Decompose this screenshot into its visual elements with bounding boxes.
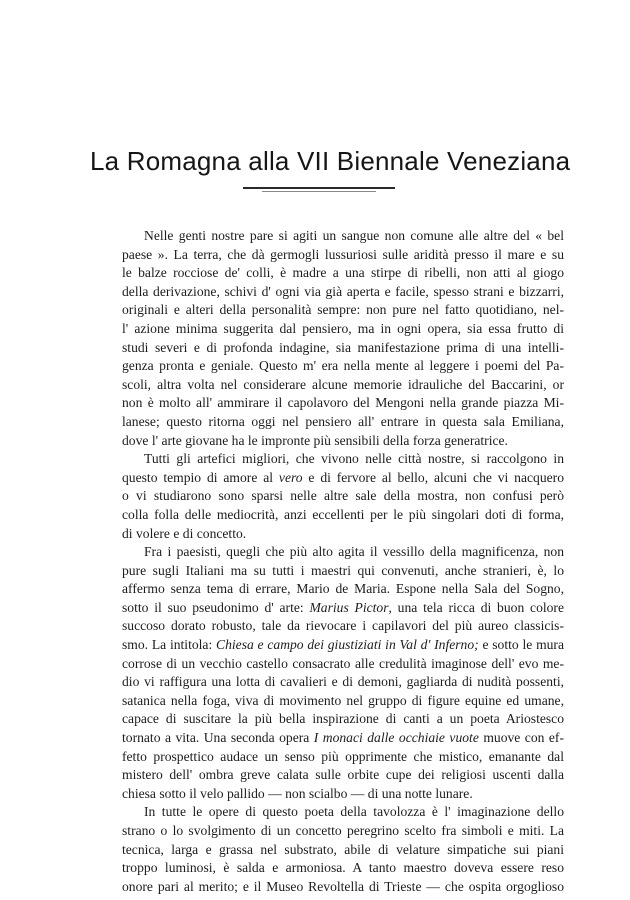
text-line: onore pari al merito; e il Museo Revoltella di Trieste — che ospita orgoglioso bbox=[122, 878, 564, 894]
article-body bbox=[122, 227, 564, 896]
text-line: Tutti gli artefici migliori, che vivono nelle città nostre, si raccolgono in bbox=[144, 451, 564, 467]
text-line: l' azione minima suggerita dal pensiero, ma in ogni opera, sia essa frutto di bbox=[122, 320, 564, 336]
text-line: della derivazione, schivi d' ogni via già aperta e facile, spesso strani e bizzarri, bbox=[122, 283, 564, 299]
text-line: In tutte le opere di questo poeta della tavolozza è l' imaginazione dello bbox=[144, 804, 564, 820]
text-line: succoso dorato robusto, tale da rievocare i capilavori del più aureo classicis- bbox=[122, 618, 564, 634]
title-divider bbox=[243, 187, 395, 189]
text-line: non è molto all' ammirare il capolavoro del Mengoni nella grande piazza Mi- bbox=[122, 395, 564, 411]
text-line: capace di suscitare la più bella inspirazione di canti a un poeta Ariostesco bbox=[122, 711, 564, 727]
text-line: fetto prospettico audace un senso più opprimente che mistico, emanante dal bbox=[122, 748, 564, 764]
text-line: strano o lo svolgimento di un concetto peregrino scelto fra simboli e miti. La bbox=[122, 823, 564, 838]
text-line: questo tempio di amore al vero e di fervore al bello, alcuni che vi nacquero bbox=[122, 469, 565, 485]
text-line: di volere e di concetto. bbox=[122, 525, 247, 541]
text-line: pure sugli Italiani ma su tutti i maestri qui convenuti, anche stranieri, è, lo bbox=[122, 562, 564, 578]
text-line: lanese; questo ritorna oggi nel pensiero all' entrare in questa sala Emiliana, bbox=[122, 413, 564, 429]
text-line: tornato a vita. Una seconda opera I monaci dalle occhiaie vuote muove con ef- bbox=[122, 730, 564, 746]
text-line: corrose di un vecchio castello consacrato alle credulità imaginose dell' evo me- bbox=[122, 655, 564, 671]
text-line: dove l' arte giovane ha le impronte più sensibili della forza generatrice. bbox=[122, 432, 508, 448]
text-line: scoli, altra volta nel considerare alcune memorie idrauliche del Baccarini, or bbox=[122, 376, 564, 392]
text-line: mistero dell' ombra greve calata sulle orbite cupe dei religiosi uscenti dalla bbox=[122, 767, 564, 783]
page-title: La Romagna alla VII Biennale Veneziana bbox=[90, 146, 571, 176]
text-line: o vi studiarono sono sparsi nelle altre sale della mostra, non confusi però bbox=[122, 488, 564, 504]
text-line: originali e alteri della personalità sempre: non pure nel fatto quotidiano, nel- bbox=[122, 302, 564, 318]
text-line: satanica nella foga, viva di movimento nel gruppo di figure equine ed umane, bbox=[122, 692, 564, 708]
text-line: troppo luminosi, è salda e armoniosa. A tanto maestro doveva essere reso bbox=[122, 860, 564, 876]
text-line: dio vi raffigura una lotta di cavalieri e di demoni, gagliarda di nudità possenti, bbox=[122, 674, 564, 690]
text-line: genza pronta e geniale. Questo m' era nella mente al leggere i poemi del Pa- bbox=[122, 358, 564, 374]
title-divider-underline bbox=[262, 191, 376, 192]
text-line: le balze rocciose de' colli, è madre a una stirpe di ribelli, non atti al giogo bbox=[122, 265, 564, 281]
text-line: chiesa sotto il velo pallido — non scialbo — di una notte lunare. bbox=[122, 785, 473, 801]
text-line: tecnica, larga e grassa nel substrato, abile di velature simpatiche sui piani bbox=[122, 841, 564, 857]
text-line: sotto il suo pseudonimo d' arte: Marius Pictor, una tela ricca di buon colore bbox=[122, 599, 564, 615]
text-line: paese ». La terra, che dà germogli lussuriosi sulle aridità presso il mare e su bbox=[122, 246, 564, 262]
text-line: studi severi e di profonda indagine, sia manifestazione prima di una intelli- bbox=[122, 339, 564, 355]
text-line: smo. La intitola: Chiesa e campo dei giustiziati in Val d' Inferno; e sotto le mura bbox=[122, 637, 564, 653]
text-line: Fra i paesisti, quegli che più alto agita il vessillo della magnificenza, non bbox=[144, 544, 564, 560]
text-line: colla folla delle mediocrità, anzi eccellenti per le più singolari doti di forma, bbox=[122, 506, 564, 522]
text-line: affermo senza tema di errare, Mario de Maria. Espone nella Sala del Sogno, bbox=[122, 581, 564, 597]
text-line: Nelle genti nostre pare si agiti un sangue non comune alle altre del « bel bbox=[144, 228, 564, 243]
